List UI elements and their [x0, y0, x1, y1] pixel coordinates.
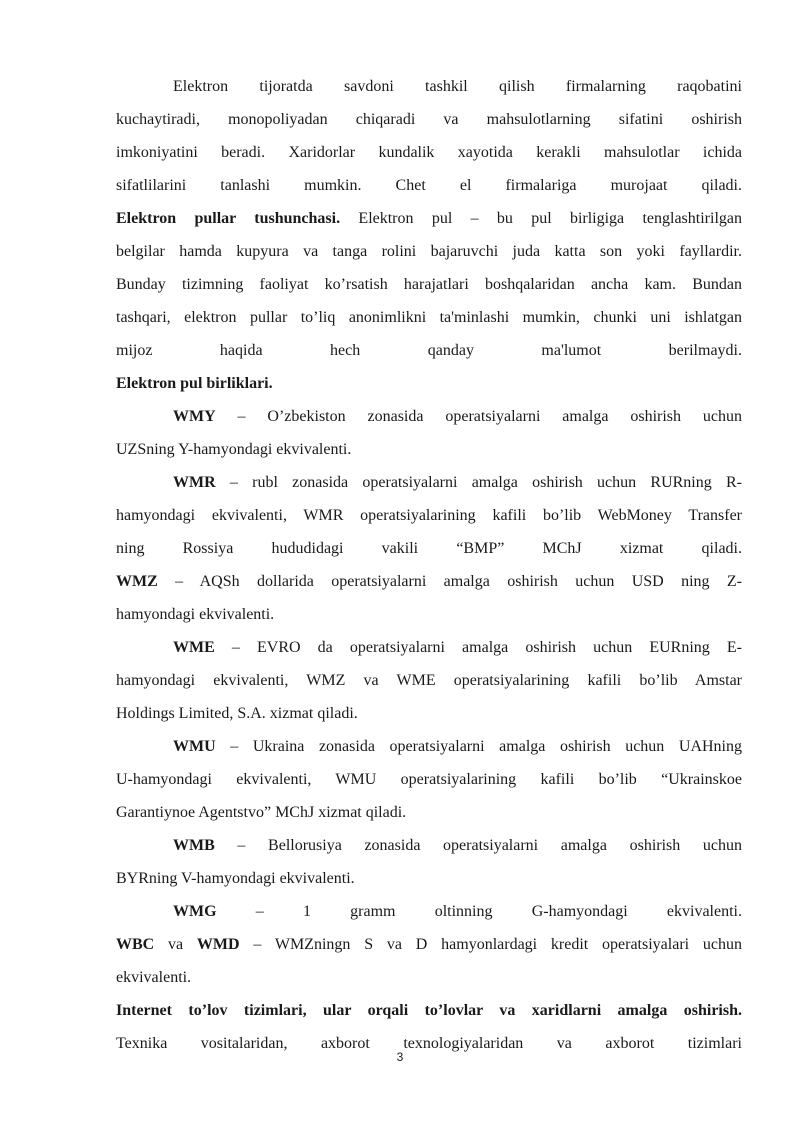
currency-code: WMB	[173, 837, 215, 854]
text-line: hamyondagi ekvivalenti, WMR operatsiyalarining kafili bo’lib WebMoney Transfer	[116, 507, 742, 524]
text-line: imkoniyatini beradi. Xaridorlar kundalik xayotida kerakli mahsulotlar ichida	[116, 144, 742, 161]
text-line: Elektron tijoratda savdoni tashkil qilish firmalarning raqobatini	[173, 78, 742, 95]
text-line: belgilar hamda kupyura va tanga rolini bajaruvchi juda katta son yoki fayllardir.	[116, 243, 742, 260]
text-line: BYRning V-hamyondagi ekvivalenti.	[116, 870, 355, 887]
currency-code: WMU	[173, 738, 216, 755]
section-heading: Internet to’lov tizimlari, ular orqali to’lovlar va xaridlarni amalga oshirish.	[116, 1002, 742, 1019]
text-line: WMG – 1 gramm oltinning G-hamyondagi ekvivalenti.	[173, 903, 742, 920]
currency-code: WMY	[173, 408, 216, 425]
text-line: WMB – Bellorusiya zonasida operatsiyalarni amalga oshirish uchun	[173, 837, 742, 854]
currency-code: WMG	[173, 903, 217, 920]
currency-code: WME	[173, 639, 215, 656]
text-line: Garantiynoe Agentstvo” MChJ xizmat qiladi.	[116, 804, 407, 821]
currency-code: WBC	[116, 936, 155, 953]
currency-code: WMD	[196, 936, 240, 953]
section-heading: Elektron pullar tushunchasi.	[116, 210, 341, 227]
currency-code: WMR	[173, 474, 216, 491]
text-line: Bunday tizimning faoliyat ko’rsatish harajatlari boshqalaridan ancha kam. Bundan	[116, 276, 742, 293]
text-line: WME – EVRO da operatsiyalarni amalga oshirish uchun EURning E-	[173, 639, 742, 656]
text-line: WMY – O’zbekiston zonasida operatsiyalarni amalga oshirish uchun	[173, 408, 742, 425]
text-line: kuchaytiradi, monopoliyadan chiqaradi va mahsulotlarning sifatini oshirish	[116, 111, 742, 128]
document-body	[116, 70, 742, 1060]
text-line: ekvivalenti.	[116, 969, 192, 986]
currency-code: WMZ	[116, 573, 158, 590]
text-line: ning Rossiya hududidagi vakili “BMP” MChJ xizmat qiladi.	[116, 540, 742, 557]
text-line: UZSning Y-hamyondagi ekvivalenti.	[116, 441, 352, 458]
text-line: WMU – Ukraina zonasida operatsiyalarni amalga oshirish uchun UAHning	[173, 738, 742, 755]
text-line: tashqari, elektron pullar to’liq anonimlikni ta'minlashi mumkin, chunki uni ishlatgan	[116, 309, 742, 326]
text-line: WMR – rubl zonasida operatsiyalarni amalga oshirish uchun RURning R-	[173, 474, 742, 491]
text-line: sifatlilarini tanlashi mumkin. Chet el firmalariga murojaat qiladi.	[116, 177, 742, 194]
text-line: hamyondagi ekvivalenti.	[116, 606, 275, 623]
text-line: hamyondagi ekvivalenti, WMZ va WME operatsiyalarining kafili bo’lib Amstar	[116, 672, 742, 689]
text-line: Holdings Limited, S.A. xizmat qiladi.	[116, 705, 358, 722]
page-number: 3	[396, 1050, 404, 1064]
text-line: mijoz haqida hech qanday ma'lumot berilmaydi.	[116, 342, 742, 359]
text-line: WMZ – AQSh dollarida operatsiyalarni amalga oshirish uchun USD ning Z-	[116, 573, 742, 590]
text-line: WBC va WMD – WMZningn S va D hamyonlardagi kredit operatsiyalari uchun	[116, 936, 742, 953]
text-line: Texnika vositalaridan, axborot texnologiyalaridan va axborot tizimlari	[116, 1035, 742, 1052]
text-line: U-hamyondagi ekvivalenti, WMU operatsiyalarining kafili bo’lib “Ukrainskoe	[116, 771, 742, 788]
section-heading: Elektron pul birliklari.	[116, 375, 273, 392]
text-line: Elektron pullar tushunchasi. Elektron pul – bu pul birligiga tenglashtirilgan	[116, 210, 742, 227]
